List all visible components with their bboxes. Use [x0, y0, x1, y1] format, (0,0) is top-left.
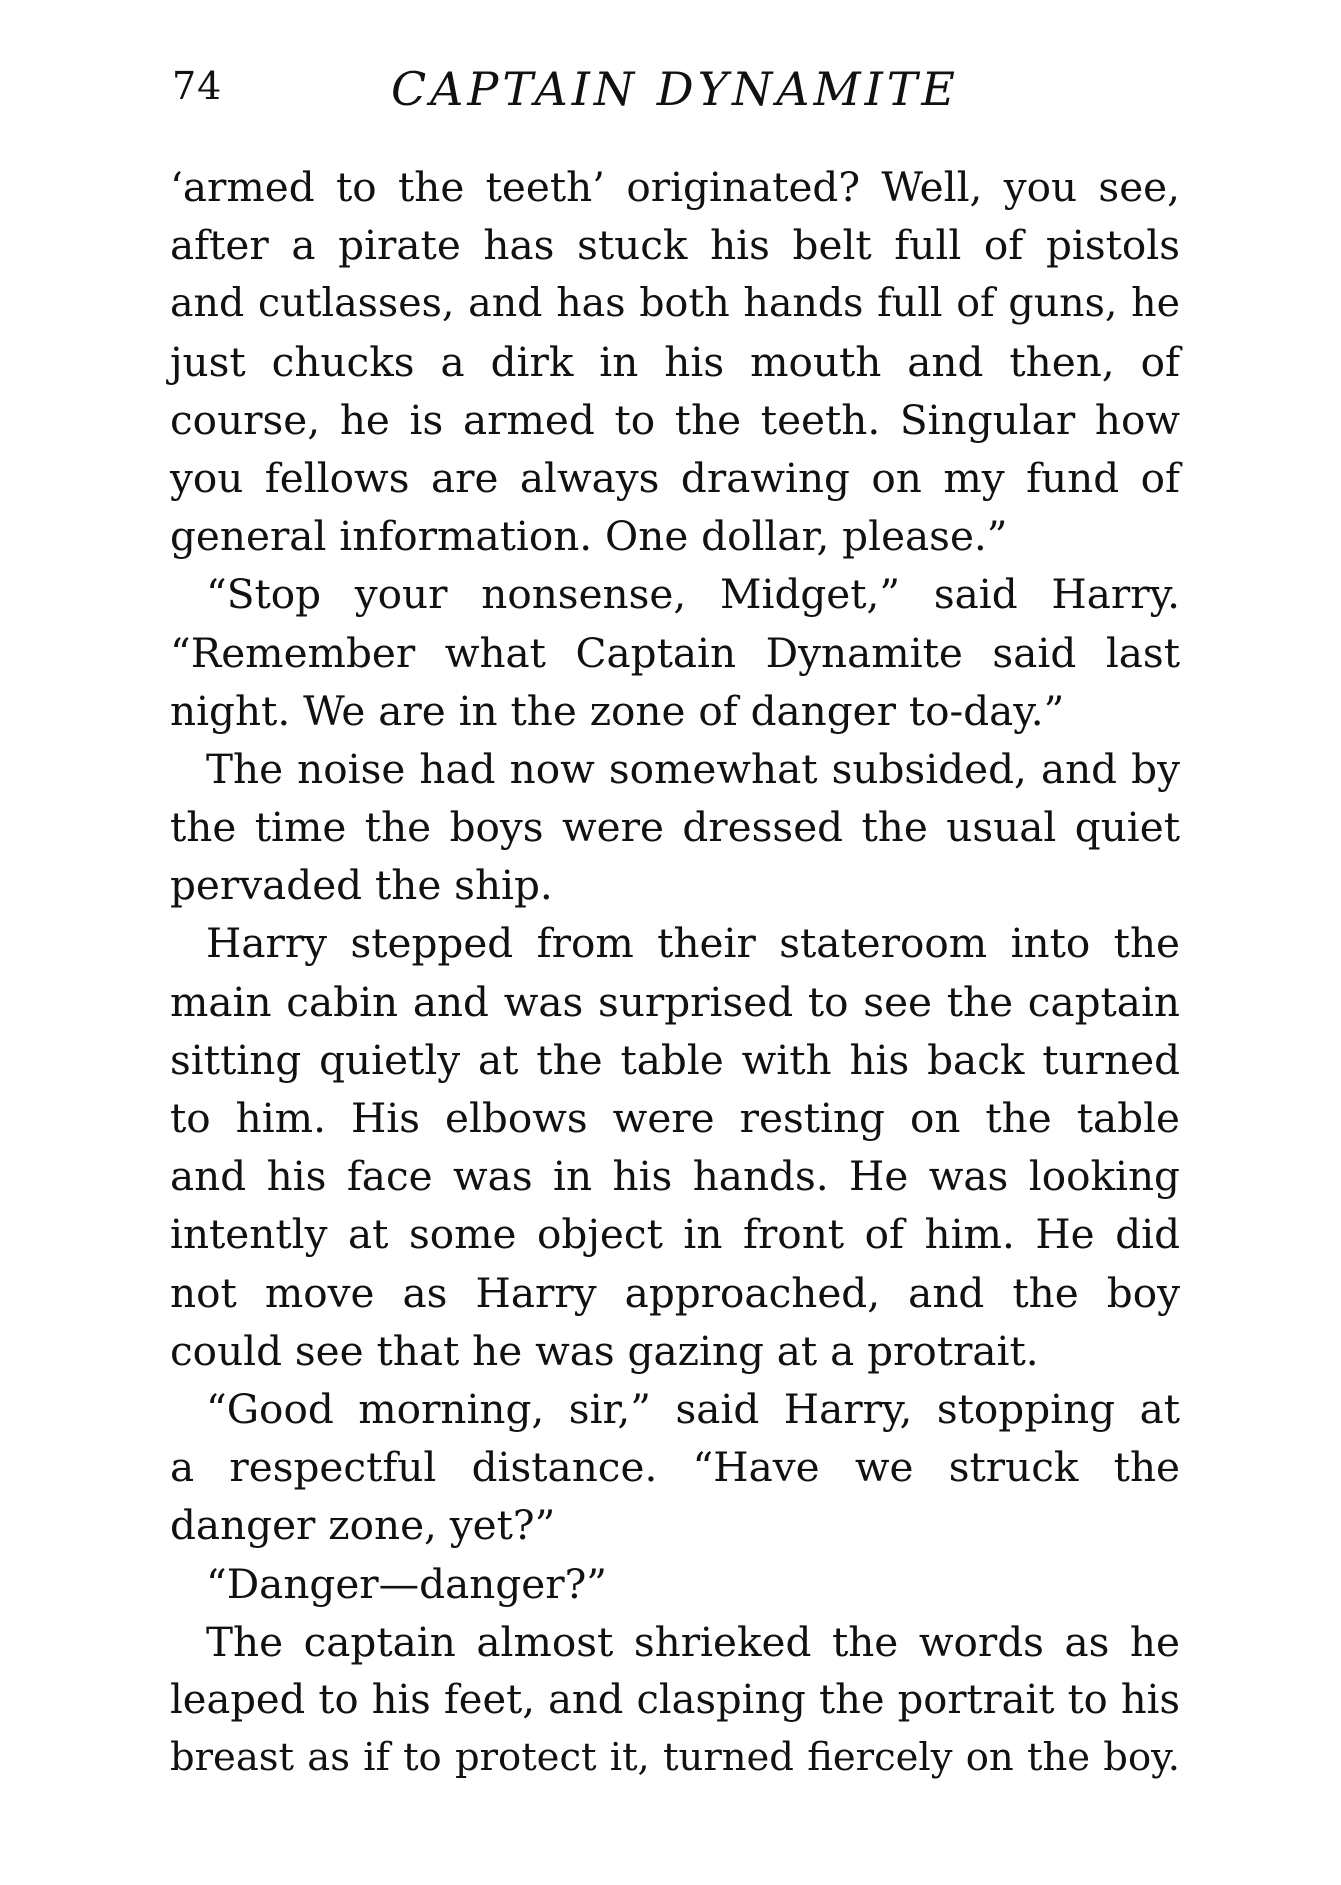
text-line: ‘armed to the teeth’ originated? Well, you see,: [170, 163, 1180, 211]
text-line: “Danger—danger?”: [206, 1559, 607, 1608]
text-line: and cutlasses, and has both hands full of guns, he: [170, 280, 1180, 327]
text-line: danger zone, yet?”: [170, 1501, 556, 1550]
text-line: pervaded the ship.: [170, 861, 553, 910]
text-line: not move as Harry approached, and the boy: [170, 1268, 1180, 1317]
text-line: main cabin and was surprised to see the captain: [170, 977, 1180, 1026]
text-line: “Good morning, sir,” said Harry, stopping at: [206, 1384, 1180, 1433]
text-line: after a pirate has stuck his belt full of pistols: [170, 221, 1180, 270]
text-line: Harry stepped from their stateroom into the: [206, 919, 1180, 968]
text-line: The noise had now somewhat subsided, and by: [206, 744, 1180, 793]
text-line: just chucks a dirk in his mouth and then, of: [170, 337, 1180, 386]
text-line: and his face was in his hands. He was looking: [170, 1152, 1180, 1201]
text-line: intently at some object in front of him. He did: [170, 1210, 1180, 1259]
text-line: breast as if to protect it, turned fiercely on the boy.: [170, 1735, 1180, 1781]
text-line: general information. One dollar, please.”: [170, 512, 1008, 561]
body-text: [170, 158, 1180, 1787]
text-line: “Remember what Captain Dynamite said last: [170, 628, 1180, 677]
text-line: night. We are in the zone of danger to-day.”: [170, 686, 1065, 735]
text-line: you fellows are always drawing on my fund of: [170, 453, 1180, 502]
running-title: CAPTAIN DYNAMITE: [390, 62, 960, 116]
text-line: “Stop your nonsense, Midget,” said Harry.: [206, 570, 1180, 619]
text-line: to him. His elbows were resting on the table: [170, 1094, 1180, 1142]
text-line: The captain almost shrieked the words as he: [206, 1617, 1180, 1666]
text-line: could see that he was gazing at a protrait.: [170, 1326, 1039, 1375]
text-line: leaped to his feet, and clasping the portrait to his: [170, 1676, 1180, 1723]
page-number: 74: [172, 64, 223, 108]
text-line: a respectful distance. “Have we struck the: [170, 1443, 1180, 1492]
page-header: [170, 62, 1180, 122]
text-line: sitting quietly at the table with his back turned: [170, 1035, 1180, 1084]
text-line: the time the boys were dressed the usual quiet: [170, 803, 1180, 852]
text-line: course, he is armed to the teeth. Singular how: [170, 395, 1180, 444]
